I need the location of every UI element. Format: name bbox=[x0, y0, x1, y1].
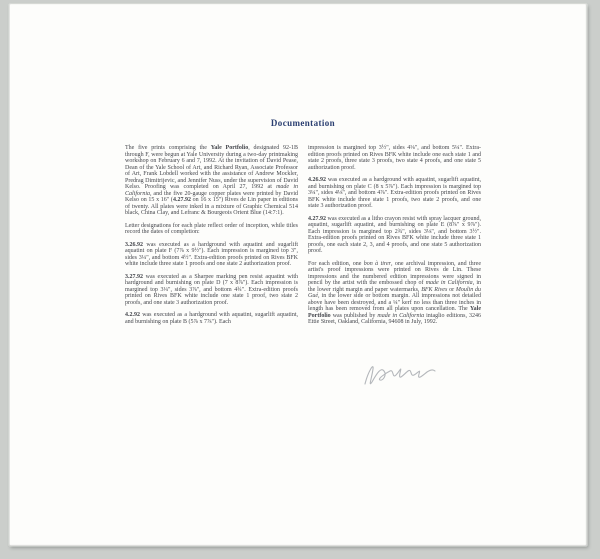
italic-run: made in California bbox=[425, 280, 473, 286]
text-run: was executed as a Sharpee marking pen resist aquatint with hardground and burnishing on plate D (7 x 8⅞"). Each impression is margined top 3¼", sides 3⅞", and bottom 4¾". Extra-edition proofs printed on Rives BFK white include one state 1 proof, two state 2 proofs, and one state 3 authorization proof. bbox=[125, 273, 298, 306]
bold-run: 4.27.92 bbox=[308, 215, 326, 222]
paragraph bbox=[125, 312, 298, 325]
signature-stroke bbox=[355, 352, 451, 396]
text-run: Letter designations for each plate reflect order of inception, while titles record the dates of completion: bbox=[125, 222, 298, 235]
bold-run: Yale Portfolio bbox=[210, 145, 249, 151]
two-column-layout bbox=[125, 145, 481, 326]
italic-run: made in California bbox=[377, 312, 425, 319]
text-run: , in the lower right margin and paper watermarks, bbox=[308, 280, 482, 293]
text-run: was executed as a hardground with aquatint and sugarlift aquatint on plate F (7⅞ x 9½"). Each impression is margined top 3", sides 3¼", and bottom 4½". Extra-edition proofs printed on Rives BFK white include three state 1 proofs and one state 2 authorization proof. bbox=[125, 241, 298, 267]
text-run: was executed as a litho crayon resist with spray lacquer ground, aquatint, sugarlift aquatint, and burnishing on plate E (8⅞" x 9⅞"). Each impression is margined top 2¾", sides 3⅛", and bottom 3½". Extra-edition proofs printed on Rives BFK white include three state 1 proofs, one each state 2, 3, and 4 proofs, and one state 5 authorization proof. bbox=[308, 215, 481, 254]
text-run: was executed as a hardground with aquatint, sugarlift aquatint, and burnishing on plate C (8 x 5⅞"). Each impression is margined top 3¼", sides 4⅛", and bottom 4⅞". Extra-edition proofs printed on Rives BFK white include three state 1 proofs, two state 2 proofs, and one state 3 authorization proof. bbox=[308, 177, 481, 209]
left-column bbox=[125, 145, 298, 326]
paragraph bbox=[308, 145, 481, 171]
paragraph bbox=[308, 177, 481, 210]
paragraph bbox=[125, 145, 298, 217]
text-run: , designated 92-1B through F, were begun at Yale University during a two-day printmaking workshop on February 6 and 7, 1992. At the invitation of David Pease, Dean of the Yale School of Art, and Richard Ryan, Associate Professor of Art, Frank Lobdell worked with the assistance of Andrew Mockler, Predrag Dimitrijevic, and Jennifer Nuss, under the supervision of David Kelso. Proofing was completed on April 27, 1992 at bbox=[125, 145, 299, 190]
bold-run: 4.2.92 bbox=[125, 312, 140, 318]
italic-run: bon à tirer bbox=[363, 260, 392, 267]
paragraph bbox=[308, 216, 481, 255]
paragraph bbox=[125, 242, 298, 268]
right-column bbox=[308, 145, 481, 326]
bold-run: 4.26.92 bbox=[308, 177, 326, 183]
text-run: , in the lower side or bottom margin. All impressions not detailed above have been destroyed, and a ¼" kerf no less than three inches in length has been removed from all plates upon cancellation. The bbox=[308, 293, 481, 312]
italic-run: BFK Rives bbox=[421, 286, 448, 293]
paper-sheet bbox=[9, 4, 587, 546]
text-run: The five prints comprising the bbox=[125, 145, 211, 151]
text-run: impression is margined top 3½", sides 4⅛", and bottom 5¼". Extra-edition proofs printed on Rives BFK white include one each state 1 and state 2 proofs, three state 3 proofs, two state 4 proofs, and one state 5 authorization proof. bbox=[308, 145, 481, 171]
artist-signature bbox=[355, 352, 451, 396]
document-title: Documentation bbox=[270, 118, 336, 128]
paragraph bbox=[125, 223, 298, 236]
text-run: was published by bbox=[330, 312, 378, 319]
text-run: intaglio editions, 3246 Ettie Street, Oakland, California, 94608 in July, 1992. bbox=[308, 312, 481, 325]
paragraph bbox=[125, 274, 298, 307]
text-run: or bbox=[447, 286, 456, 293]
bold-run: 3.27.92 bbox=[125, 273, 143, 280]
document-text-block bbox=[125, 118, 481, 326]
text-run: was executed as a hardground with aquatint, sugarlift aquatint, and burnishing on plate B (5⅞ x 7⅞"). Each bbox=[125, 312, 298, 325]
text-run: , one archival impression, and three artist's proof impressions were printed on Rives de Lin. These impressions and the numbered edition impressions were signed in pencil by the artist with the embossed chop of bbox=[308, 260, 481, 286]
italic-run: Moulin du Gué bbox=[308, 286, 482, 299]
bold-run: 4.27.92 bbox=[172, 197, 191, 203]
text-run: on 16 x 15") Rives de Lin paper in editions of twenty. All plates were inked in a mixture of Graphic Chemical 514 black, China Clay, and Lefranc & Bourgeois Orient Blue (14:7:1). bbox=[125, 197, 298, 216]
text-run: , and the five 20-gauge copper plates were printed by David Kelso on 15 x 16" ( bbox=[125, 190, 298, 203]
bold-run: 3.26.92 bbox=[125, 241, 143, 248]
italic-run: made in California bbox=[125, 184, 298, 197]
text-run: For each edition, one bbox=[308, 260, 364, 267]
paragraph bbox=[308, 261, 481, 326]
bold-run: Yale Portfolio bbox=[308, 306, 481, 319]
